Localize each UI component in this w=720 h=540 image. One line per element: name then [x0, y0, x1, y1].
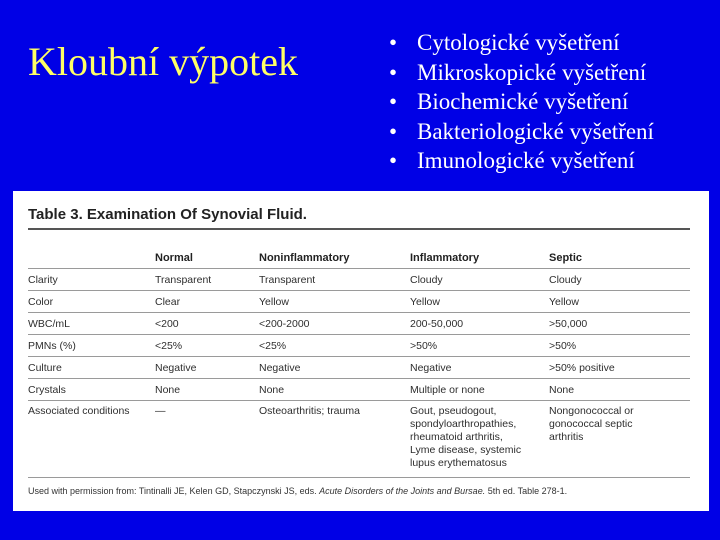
- bullet-dot: •: [389, 118, 398, 144]
- table-cell-line: arthritis: [549, 431, 584, 443]
- slide-title: Kloubní výpotek: [28, 39, 298, 84]
- bullet-item: [385, 146, 654, 176]
- table-bottom-rule: [28, 477, 690, 478]
- row-rule: [28, 290, 690, 291]
- table-cell: Negative: [155, 362, 197, 374]
- table-cell-line: Gout, pseudogout,: [410, 405, 497, 417]
- table-cell: Yellow: [549, 296, 579, 308]
- bullet-item: [385, 28, 654, 58]
- bullet-item: [385, 58, 654, 88]
- table-cell: <200: [155, 318, 179, 330]
- table-cell: Cloudy: [410, 274, 443, 286]
- table-cell: <200-2000: [259, 318, 310, 330]
- table-cell: Multiple or none: [410, 384, 485, 396]
- table-cell-line: gonococcal septic: [549, 418, 633, 430]
- bullet-item: [385, 117, 654, 147]
- header-noninflammatory: Noninflammatory: [259, 252, 350, 264]
- table-cell: <25%: [155, 340, 183, 352]
- footnote-suffix: 5th ed. Table 278-1.: [485, 486, 568, 496]
- table-cell: None: [259, 384, 285, 396]
- table-cell: >50,000: [549, 318, 588, 330]
- table-cell: Clear: [155, 296, 181, 308]
- row-label-wbc: WBC/mL: [28, 318, 70, 330]
- table-cell-line: rheumatoid arthritis,: [410, 431, 503, 443]
- row-label-crystals: Crystals: [28, 384, 66, 396]
- bullet-dot: •: [389, 59, 398, 85]
- header-normal: Normal: [155, 252, 193, 264]
- bullet-text: Cytologické vyšetření: [417, 30, 620, 55]
- table-cell: Transparent: [259, 274, 316, 286]
- row-rule: [28, 400, 690, 401]
- table-cell: —: [155, 405, 166, 417]
- table-cell: Yellow: [410, 296, 440, 308]
- row-label-color: Color: [28, 296, 54, 308]
- bullet-text: Biochemické vyšetření: [417, 89, 629, 114]
- bullet-item: [385, 87, 654, 117]
- table-cell: Negative: [259, 362, 301, 374]
- footnote-italic: Acute Disorders of the Joints and Bursae.: [319, 486, 486, 496]
- bullet-text: Imunologické vyšetření: [417, 148, 635, 173]
- table-cell: Transparent: [155, 274, 212, 286]
- table-cell: 200-50,000: [410, 318, 464, 330]
- bullet-list: [385, 28, 654, 176]
- table-cell: <25%: [259, 340, 287, 352]
- row-rule: [28, 378, 690, 379]
- table-footnote: [28, 486, 567, 496]
- row-label-clarity: Clarity: [28, 274, 58, 286]
- row-rule: [28, 356, 690, 357]
- table-title: Table 3. Examination Of Synovial Fluid.: [28, 206, 307, 223]
- table-cell: >50%: [549, 340, 577, 352]
- bullet-dot: •: [389, 30, 398, 55]
- table-cell: None: [549, 384, 575, 396]
- table-cell-line: Nongonococcal or: [549, 405, 634, 417]
- synovial-fluid-table-image: [13, 191, 709, 511]
- row-label-associated-conditions: Associated conditions: [28, 405, 130, 417]
- footnote-prefix: Used with permission from: Tintinalli JE, Kelen GD, Stapczynski JS, eds.: [28, 486, 320, 496]
- row-rule: [28, 312, 690, 313]
- bullet-dot: •: [389, 89, 398, 114]
- table-cell: Negative: [410, 362, 452, 374]
- table-top-rule: [28, 228, 690, 230]
- table-cell: Yellow: [259, 296, 289, 308]
- row-rule: [28, 334, 690, 335]
- bullet-text: Bakteriologické vyšetření: [417, 118, 654, 144]
- table-cell-line: Lyme disease, systemic: [410, 444, 522, 456]
- table-cell: Cloudy: [549, 274, 582, 286]
- table-cell: Osteoarthritis; trauma: [259, 405, 360, 417]
- header-septic: Septic: [549, 252, 583, 264]
- header-rule: [28, 268, 690, 269]
- table-cell: >50% positive: [549, 362, 615, 374]
- header-inflammatory: Inflammatory: [410, 252, 480, 264]
- table-cell: None: [155, 384, 181, 396]
- bullet-text: Mikroskopické vyšetření: [417, 59, 647, 85]
- table-cell: >50%: [410, 340, 438, 352]
- row-label-pmns: PMNs (%): [28, 340, 76, 352]
- row-label-culture: Culture: [28, 362, 62, 374]
- table-cell-line: lupus erythematosus: [410, 457, 507, 469]
- table-cell-line: spondyloarthropathies,: [410, 418, 517, 430]
- bullet-dot: •: [389, 148, 398, 173]
